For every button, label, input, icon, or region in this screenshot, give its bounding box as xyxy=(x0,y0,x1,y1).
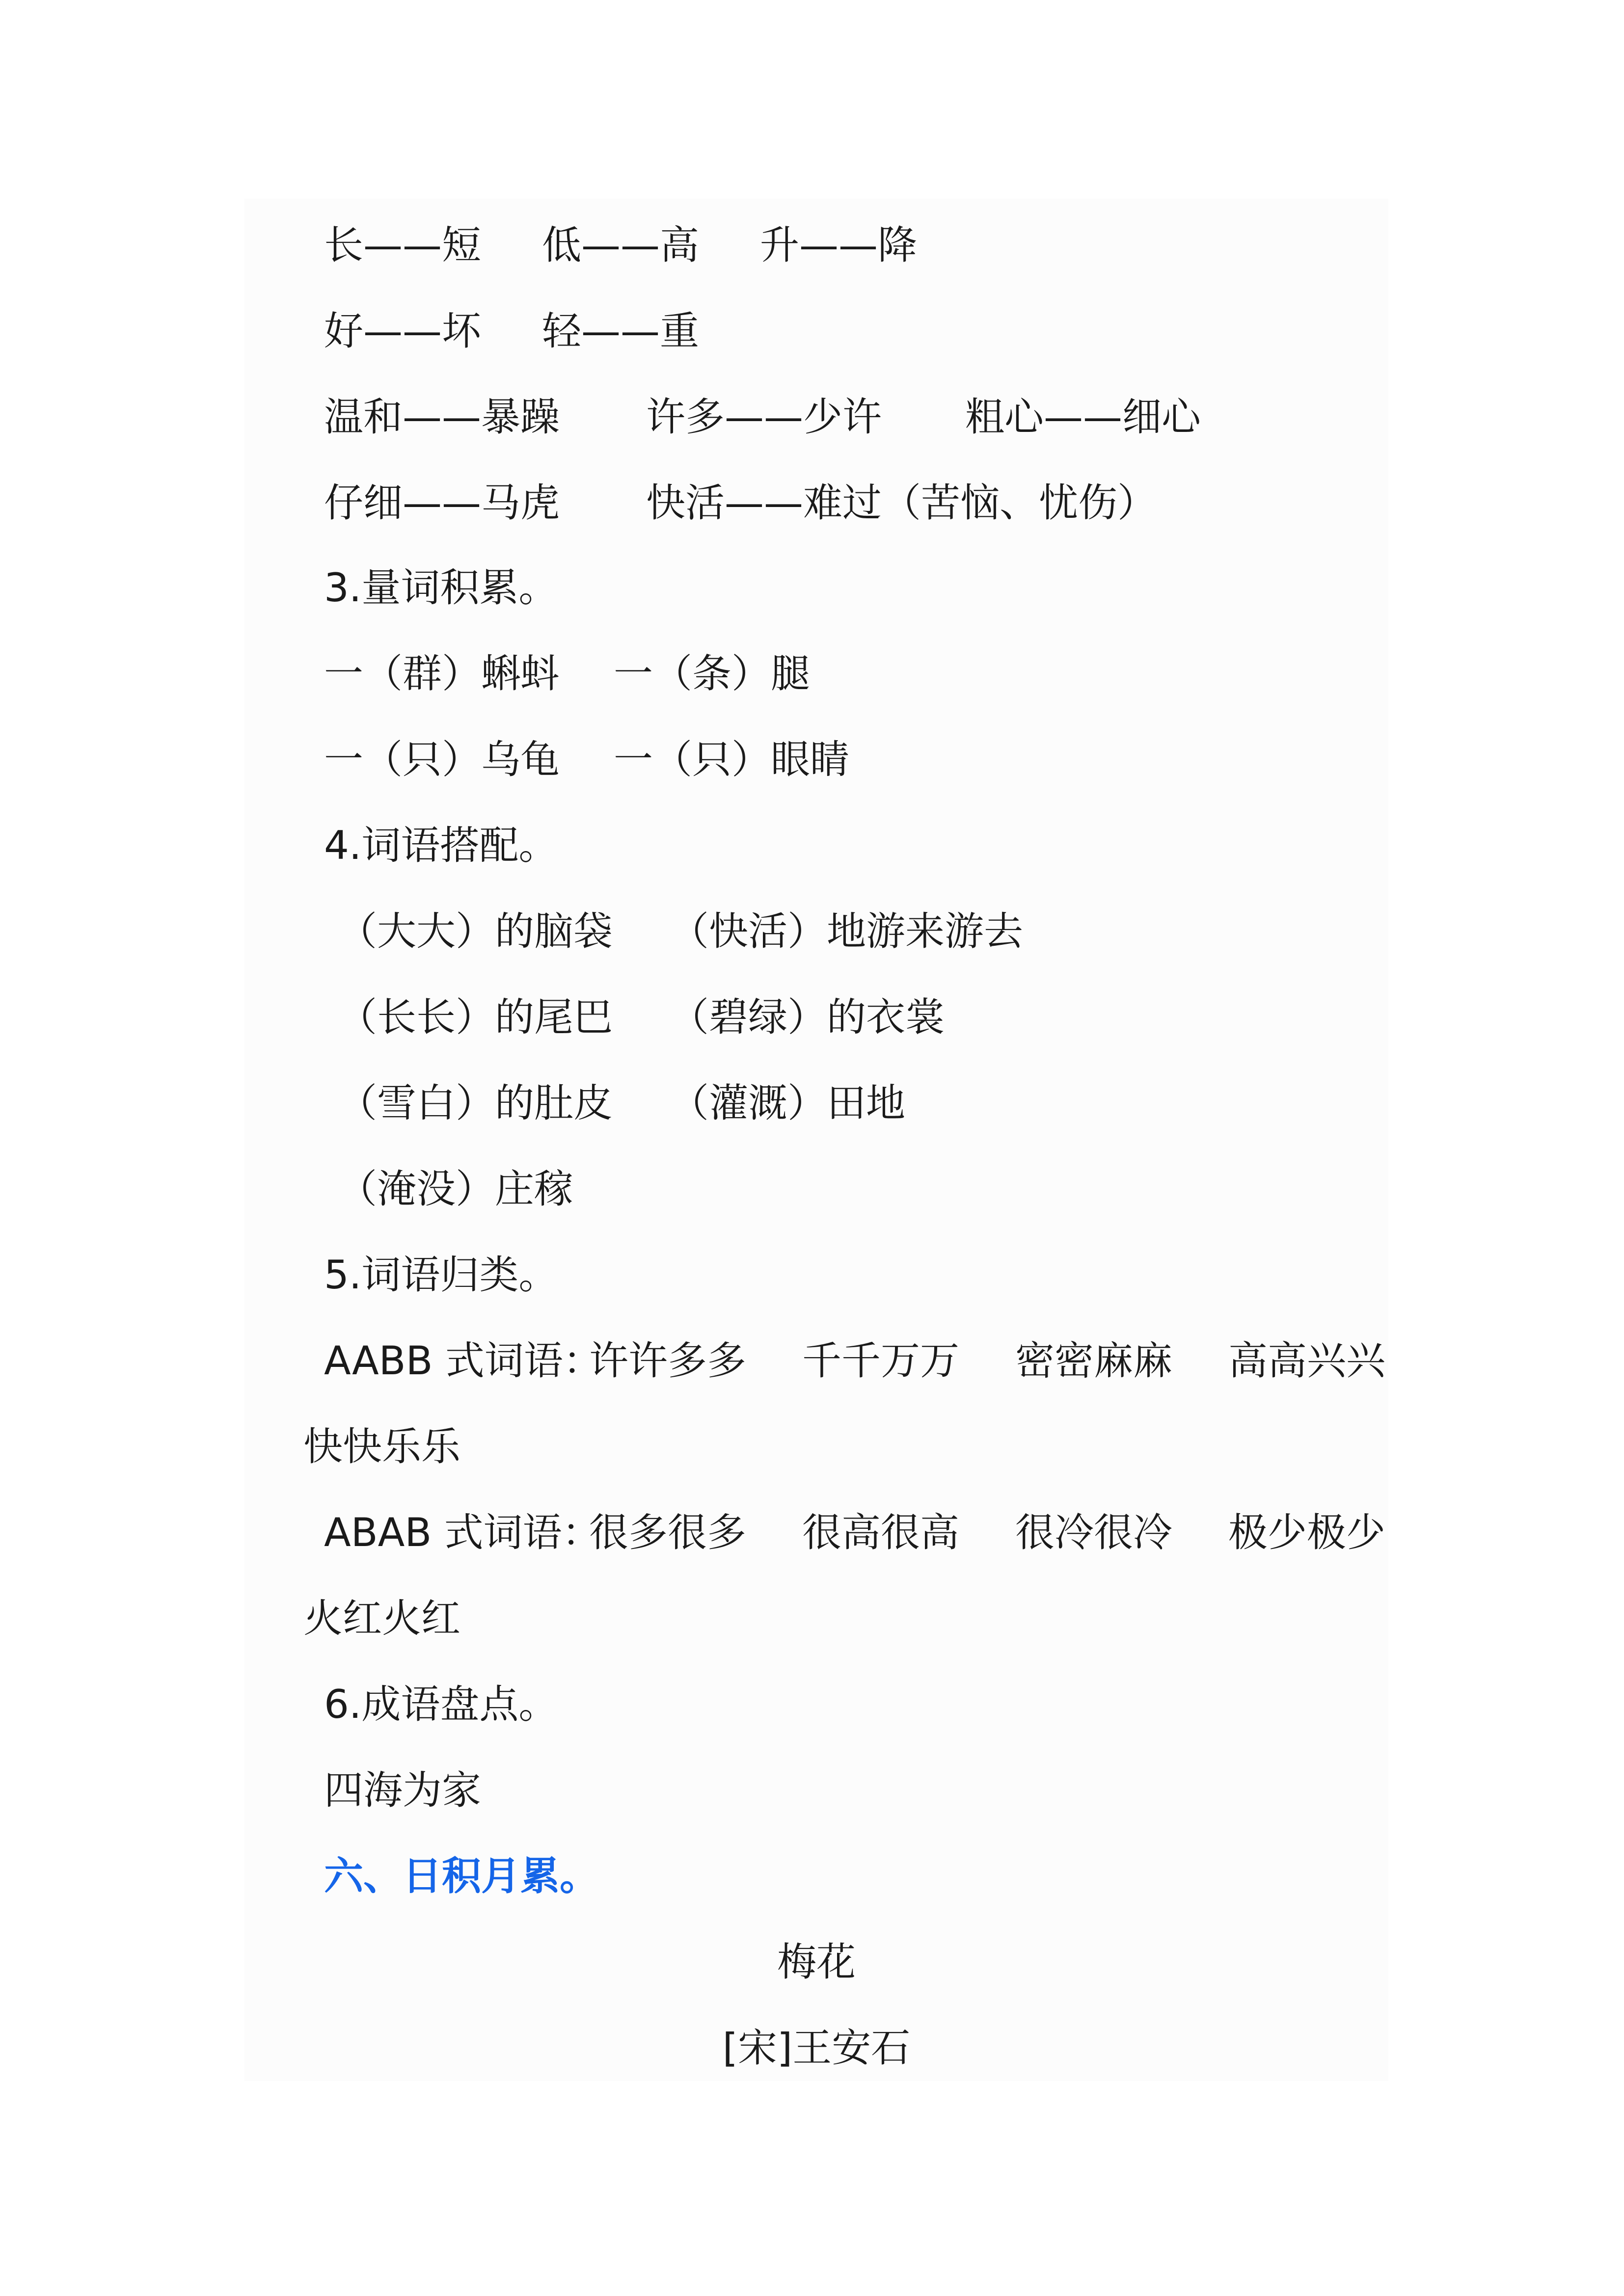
collocation-item: （大大）的脑袋 xyxy=(338,908,613,954)
abab-word: 火红火红 xyxy=(303,1596,460,1641)
collocation-item: （碧绿）的衣裳 xyxy=(670,994,945,1040)
collocation-item: （淹没）庄稼 xyxy=(338,1166,573,1212)
poem-title: 梅花 xyxy=(777,1939,856,1985)
abab-word: 很多很多 xyxy=(589,1510,746,1555)
aabb-word: 密密麻麻 xyxy=(1015,1338,1172,1384)
antonym-pair: 快活——难过（苦恼、忧伤） xyxy=(646,480,1157,526)
antonym-pair: 粗心——细心 xyxy=(965,394,1201,440)
document-page xyxy=(244,199,1388,2081)
antonym-pair: 轻——重 xyxy=(542,308,699,354)
abab-label: ABAB 式词语： xyxy=(324,1510,601,1555)
antonym-pair: 温和——暴躁 xyxy=(324,394,560,440)
antonym-pair: 长——短 xyxy=(324,222,481,268)
measure-word-item: 一（只）眼睛 xyxy=(614,737,849,782)
collocation-item: （快活）地游来游去 xyxy=(670,908,1023,954)
antonym-pair: 仔细——马虎 xyxy=(324,480,560,526)
section-title: 6.成语盘点。 xyxy=(324,1682,558,1727)
antonym-pair: 升——降 xyxy=(760,222,917,268)
abab-word: 极少极少 xyxy=(1228,1510,1385,1555)
aabb-word: 快快乐乐 xyxy=(303,1424,460,1469)
poem-author: [宋]王安石 xyxy=(722,2025,911,2071)
antonym-pair: 好——坏 xyxy=(324,308,481,354)
antonym-pair: 低——高 xyxy=(542,222,699,268)
collocation-item: （灌溉）田地 xyxy=(670,1080,905,1126)
collocation-item: （长长）的尾巴 xyxy=(338,994,613,1040)
antonym-pair: 许多——少许 xyxy=(646,394,882,440)
section-title: 3.量词积累。 xyxy=(324,565,558,611)
collocation-item: （雪白）的肚皮 xyxy=(338,1080,613,1126)
section-heading: 六、日积月累。 xyxy=(324,1853,599,1899)
aabb-word: 千千万万 xyxy=(802,1338,959,1384)
aabb-label: AABB 式词语： xyxy=(324,1338,602,1384)
aabb-word: 许许多多 xyxy=(589,1338,746,1384)
abab-word: 很高很高 xyxy=(802,1510,959,1555)
measure-word-item: 一（条）腿 xyxy=(614,651,810,696)
idiom-item: 四海为家 xyxy=(324,1767,481,1813)
section-title: 5.词语归类。 xyxy=(324,1252,558,1298)
measure-word-item: 一（群）蝌蚪 xyxy=(324,651,560,696)
aabb-word: 高高兴兴 xyxy=(1228,1338,1385,1384)
section-title: 4.词语搭配。 xyxy=(324,823,558,868)
measure-word-item: 一（只）乌龟 xyxy=(324,737,560,782)
abab-word: 很冷很冷 xyxy=(1015,1510,1172,1555)
